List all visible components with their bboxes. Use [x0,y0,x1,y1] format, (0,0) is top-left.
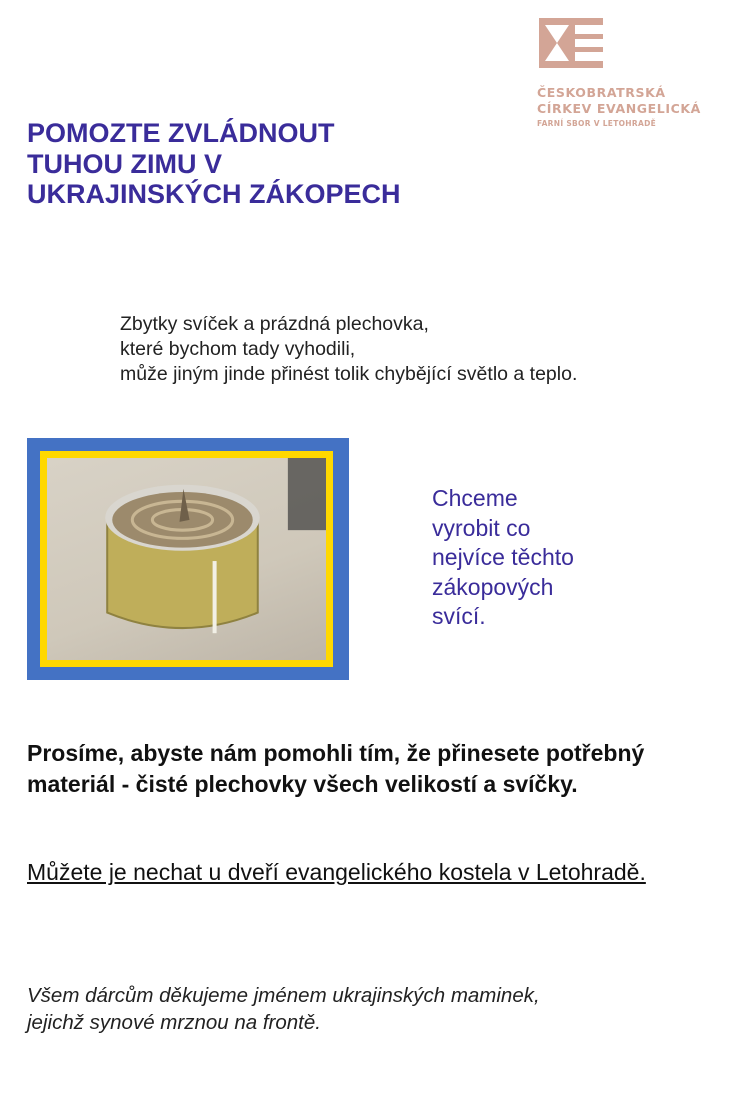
photo-image [47,458,326,660]
church-logo-icon [539,18,603,68]
photo-yellow-frame [40,451,333,667]
logo-line-2: CÍRKEV EVANGELICKÁ [537,101,701,116]
intro-text [120,312,577,387]
side-line: nejvíce těchto [432,544,574,570]
logo-line-1: ČESKOBRATRSKÁ [537,85,666,100]
thanks-text [27,982,707,1036]
thanks-line: Všem dárcům děkujeme jménem ukrajinských maminek, [27,984,540,1007]
side-line: vyrobit co [432,514,531,541]
page-title: POMOZTE ZVLÁDNOUT TUHOU ZIMU V UKRAJINSKÝCH ZÁKOPECH [27,118,401,209]
side-line: svící. [432,603,486,629]
candle-can-illustration [47,458,326,660]
side-text [432,484,574,632]
intro-line: které bychom tady vyhodili, [120,338,356,360]
intro-line: může jiným jinde přinést tolik chybějící světlo a teplo. [120,363,578,385]
church-logo [537,18,727,128]
side-line: Chceme [432,485,518,511]
intro-line: Zbytky svíček a prázdná plechovka, [120,313,429,335]
side-line: zákopových [432,573,554,600]
trench-candle-photo [27,438,349,680]
request-text: Prosíme, abyste nám pomohli tím, že přinesete potřebný materiál - čisté plechovky všech velikostí a svíčky. [27,740,645,797]
logo-line-3: FARNÍ SBOR V LETOHRADĚ [537,119,657,128]
thanks-line: jejichž synové mrznou na frontě. [27,1011,321,1034]
dropoff-location-text: Můžete je nechat u dveří evangelického kostela v Letohradě. [27,859,646,885]
